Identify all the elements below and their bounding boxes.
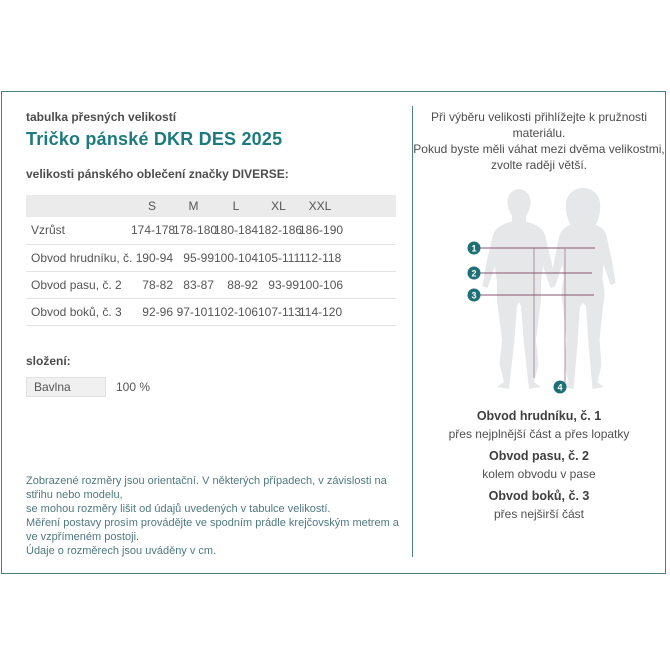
- size-advice-line: zvolte raději větší.: [490, 158, 588, 172]
- cell-value: 97-101: [173, 298, 214, 325]
- disclaimer-line: Údaje o rozměrech jsou uváděny v cm.: [26, 545, 217, 557]
- cell-value: 95-99: [173, 244, 214, 271]
- measurement-description: přes nejplnější část a přes lopatky: [448, 427, 630, 441]
- measurement-guide-panel: [413, 92, 665, 573]
- cell-value: 102-106: [214, 298, 258, 325]
- row-label: Obvod boků, č. 3: [26, 298, 131, 325]
- cell-value: 92-96: [131, 298, 173, 325]
- cell-value: 90-94: [131, 244, 173, 271]
- disclaimer-line: se mohou rozměry lišit od údajů uvedených v tabulce velikostí.: [26, 503, 331, 515]
- disclaimer-line: Zobrazené rozměry jsou orientační. V některých případech, v závislosti na střihu nebo modelu,: [26, 475, 387, 501]
- svg-text:3: 3: [471, 290, 477, 301]
- table-row: [26, 217, 396, 244]
- measurement-legend-waist: [413, 449, 665, 482]
- cell-value: 100-104: [214, 244, 258, 271]
- svg-text:1: 1: [471, 243, 477, 254]
- material-percent: 100 %: [116, 379, 151, 394]
- measurement-title: Obvod pasu, č. 2: [488, 449, 590, 463]
- cell-value: 78-82: [131, 271, 173, 298]
- brand-sizes-label: velikosti pánského oblečení značky DIVERSE:: [26, 167, 289, 181]
- silhouette-diagram: [413, 182, 670, 402]
- size-advice-line: Při výběru velikosti přihlížejte k pružnosti materiálu.: [430, 110, 648, 140]
- measurement-title: Obvod hrudníku, č. 1: [476, 409, 602, 423]
- size-col-l: L: [214, 195, 258, 217]
- product-title: Tričko pánské DKR DES 2025: [26, 129, 283, 149]
- cell-value: 186-190: [299, 217, 341, 244]
- disclaimer-text: [26, 474, 412, 558]
- marker-4: [554, 381, 567, 394]
- cell-value: 100-106: [299, 271, 341, 298]
- row-label: Vzrůst: [26, 217, 131, 244]
- cell-value: 178-180: [173, 217, 214, 244]
- svg-text:2: 2: [471, 268, 477, 279]
- size-chart-left-panel: [2, 92, 412, 573]
- size-col-spacer: [341, 195, 396, 217]
- size-chart-panel: [1, 91, 666, 574]
- disclaimer-line: Měření postavy prosím provádějte ve spodním prádle krejčovským metrem a ve vzpřímeném postoji.: [26, 517, 399, 543]
- measurement-description: kolem obvodu v pase: [482, 467, 596, 481]
- measurement-description: přes nejširší část: [493, 507, 585, 521]
- cell-value: 112-118: [299, 244, 341, 271]
- table-row: [26, 271, 396, 298]
- size-col-empty: [26, 195, 131, 217]
- measurement-title: Obvod boků, č. 3: [488, 489, 590, 503]
- female-silhouette: [551, 192, 616, 389]
- size-col-xxl: XXL: [299, 195, 341, 217]
- cell-value: 180-184: [214, 217, 258, 244]
- cell-value: 174-178: [131, 217, 173, 244]
- table-row: [26, 298, 396, 325]
- composition-row: [26, 377, 397, 397]
- measurement-legend-chest: [413, 409, 665, 442]
- measurement-legend-hips: [413, 489, 665, 522]
- cell-value: 88-92: [214, 271, 258, 298]
- size-col-xl: XL: [258, 195, 299, 217]
- row-label: Obvod hrudníku, č. 1: [26, 244, 131, 271]
- body-measurement-figure: [413, 182, 665, 402]
- composition-heading: složení:: [26, 353, 71, 368]
- svg-text:4: 4: [557, 382, 563, 393]
- cell-value: 93-99: [258, 271, 299, 298]
- size-col-m: M: [173, 195, 214, 217]
- cell-value: 105-111: [258, 244, 299, 271]
- material-name-box: Bavlna: [26, 377, 106, 397]
- marker-2: [468, 267, 481, 280]
- table-row: [26, 244, 396, 271]
- cell-value: 107-113: [258, 298, 299, 325]
- size-advice-line: Pokud byste měli váhat mezi dvěma velikostmi,: [413, 142, 665, 156]
- size-table-header: [26, 195, 396, 217]
- table-eyebrow-label: tabulka přesných velikostí: [26, 110, 177, 124]
- cell-value: 83-87: [173, 271, 214, 298]
- cell-value: 114-120: [299, 298, 341, 325]
- size-table: [26, 195, 396, 326]
- size-advice-text: [413, 109, 665, 173]
- marker-1: [468, 242, 481, 255]
- marker-3: [468, 289, 481, 302]
- size-col-s: S: [131, 195, 173, 217]
- row-label: Obvod pasu, č. 2: [26, 271, 131, 298]
- male-silhouette: [483, 189, 556, 389]
- cell-value: 182-186: [258, 217, 299, 244]
